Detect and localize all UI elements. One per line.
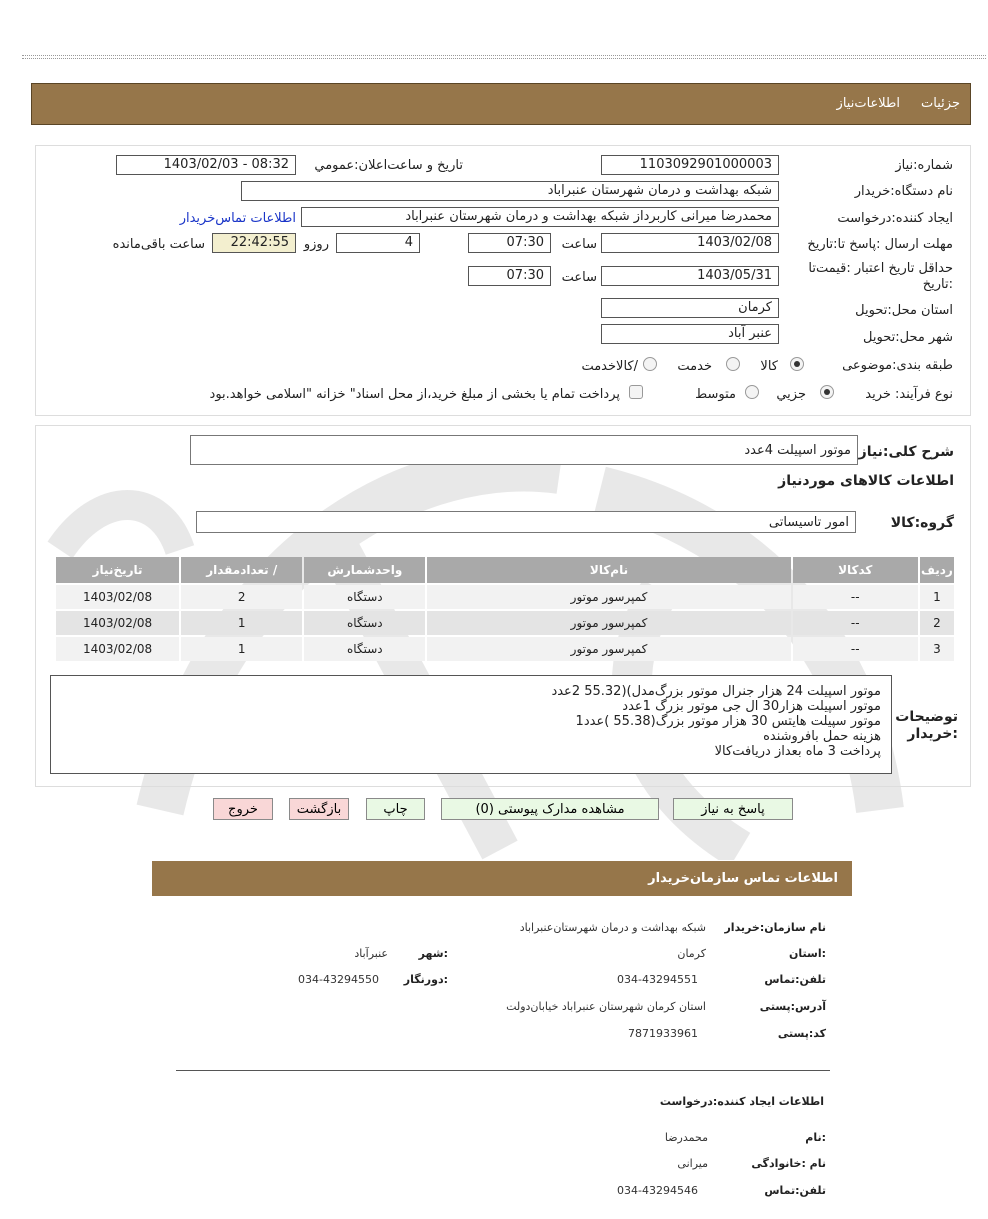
validity-date-field: 1403/05/31 [601, 266, 779, 286]
deadline-time-label: ساعت [561, 237, 597, 252]
cell-quantity: 2 [181, 585, 302, 609]
contact-header-bar [152, 861, 852, 896]
creator-info-title: اطلاعات ایجاد کننده:درخواست [659, 1095, 824, 1108]
validity-time-field: 07:30 [468, 266, 551, 286]
cell-need-date: 1403/02/08 [56, 611, 179, 635]
view-attachments-button[interactable]: مشاهده مدارک پیوستی (0) [441, 798, 659, 820]
contact-phone-label: تلفن:تماس [764, 973, 826, 986]
buyer-notes-box [50, 675, 892, 774]
treasury-payment-note: پرداخت تمام یا بخشی از مبلغ خرید،از محل اسناد" خزانه "اسلامی خواهد.بود [209, 387, 620, 402]
deadline-label: مهلت ارسال :پاسخ تا:تاریخ [807, 237, 953, 252]
creator-first-name-value: محمدرضا [664, 1131, 708, 1144]
buyer-note-line: هزینه حمل بافروشنده [763, 729, 881, 744]
cell-row-number: 3 [920, 637, 954, 661]
col-header-goods-code: کدکالا [793, 557, 918, 583]
cell-need-date: 1403/02/08 [56, 585, 179, 609]
need-description-label: شرح کلی:نیاز [858, 444, 954, 460]
cell-goods-name: کمپرسور موتور [427, 611, 790, 635]
cell-quantity: 1 [181, 637, 302, 661]
days-label: روزو [303, 237, 329, 252]
category-goods-label: کالا [760, 359, 778, 374]
contact-province-value: کرمان [677, 947, 706, 960]
col-header-row-number: ردیف [920, 557, 954, 583]
contact-city-label: :شهر [418, 947, 448, 960]
need-number-label: شماره:نیاز [895, 158, 953, 173]
goods-group-field: امور تاسیساتی [196, 511, 856, 533]
col-header-unit: واحدشمارش [304, 557, 425, 583]
org-name-label: نام سازمان:خریدار [724, 921, 826, 934]
deadline-time-field: 07:30 [468, 233, 551, 253]
print-button[interactable]: چاپ [366, 798, 425, 820]
creator-phone-value: 034-43294546 [617, 1184, 698, 1197]
announce-field: 1403/02/03 - 08:32 [116, 155, 296, 175]
cell-row-number: 1 [920, 585, 954, 609]
province-label: استان محل:تحویل [855, 303, 953, 318]
buyer-org-label: نام دستگاه:خریدار [854, 184, 953, 199]
col-header-need-date: تاریخ‌نیاز [56, 557, 179, 583]
cell-unit: دستگاه [304, 611, 425, 635]
creator-field: محمدرضا میرانی کاربرداز شبکه بهداشت و درمان شهرستان عنبراباد [301, 207, 779, 227]
contact-fax-value: 034-43294550 [298, 973, 379, 986]
creator-phone-label: تلفن:تماس [764, 1184, 826, 1197]
validity-time-label: ساعت [561, 270, 597, 285]
col-header-quantity: / تعدادمقدار [181, 557, 302, 583]
breadcrumb-details[interactable]: جزئيات [921, 96, 960, 111]
creator-last-name-label: نام :خانوادگی [751, 1157, 826, 1170]
process-label: نوع فرآیند: خرید [865, 387, 953, 402]
cell-unit: دستگاه [304, 585, 425, 609]
goods-info-title: اطلاعات کالاهای موردنیاز [778, 473, 954, 489]
treasury-payment-checkbox[interactable] [629, 385, 643, 399]
process-medium-label: متوسط [695, 387, 736, 402]
contact-phone-value: 034-43294551 [617, 973, 698, 986]
buyer-note-line: موتور سپیلت هایتس 30 هزار موتور بزرگ(55.38 )عدد1 [575, 714, 881, 729]
buyer-notes-label: توضیحات :خریدار [895, 709, 958, 742]
back-button[interactable]: بازگشت [289, 798, 349, 820]
category-goods-radio[interactable] [790, 357, 804, 371]
remaining-time-field: 22:42:55 [212, 233, 296, 253]
category-service-label: خدمت [677, 359, 712, 374]
contact-address-value: استان کرمان شهرستان عنبراباد خیابان‌دولت [506, 1000, 706, 1013]
contact-address-label: آدرس:پستی [759, 1000, 826, 1013]
goods-table [54, 555, 956, 663]
contact-province-label: :استان [789, 947, 826, 960]
city-label: شهر محل:تحویل [863, 330, 953, 345]
cell-row-number: 2 [920, 611, 954, 635]
buyer-note-line: موتور اسپیلت هزار30 ال جی موتور بزرگ 1عدد [622, 699, 881, 714]
table-header-row [56, 557, 954, 583]
cell-quantity: 1 [181, 611, 302, 635]
validity-label: حداقل تاریخ اعتبار :قیمت‌تا :تاریخ [808, 261, 953, 292]
category-service-radio[interactable] [726, 357, 740, 371]
exit-button[interactable]: خروج [213, 798, 273, 820]
category-both-label: /کالاخدمت [581, 359, 638, 374]
province-field: کرمان [601, 298, 779, 318]
announce-label: تاريخ و ساعت‌اعلان:عمومي [314, 158, 463, 173]
buyer-contact-link[interactable]: اطلاعات تماس‌خریدار [179, 211, 296, 226]
buyer-note-line: پرداخت 3 ماه بعداز دریافت‌کالا [714, 744, 881, 759]
process-partial-label: جزيي [776, 387, 806, 402]
contact-divider [176, 1070, 830, 1071]
cell-goods-code: -- [793, 637, 918, 661]
org-name-value: شبکه بهداشت و درمان شهرستان‌عنبراباد [519, 921, 706, 934]
cell-goods-code: -- [793, 611, 918, 635]
creator-label: ایجاد کننده:درخواست [837, 211, 953, 226]
cell-goods-code: -- [793, 585, 918, 609]
cell-need-date: 1403/02/08 [56, 637, 179, 661]
city-field: عنبر آباد [601, 324, 779, 344]
contact-fax-label: :دورنگار [403, 973, 448, 986]
process-partial-radio[interactable] [820, 385, 834, 399]
top-divider [22, 55, 986, 59]
page-header-bar [31, 83, 971, 125]
contact-header-title: اطلاعات تماس سازمان‌خریدار [648, 871, 838, 886]
breadcrumb-need-info[interactable]: اطلاعات‌نياز [836, 96, 900, 111]
contact-postal-value: 7871933961 [628, 1027, 698, 1040]
category-both-radio[interactable] [643, 357, 657, 371]
contact-city-value: عنبرآباد [354, 947, 388, 960]
need-number-field: 1103092901000003 [601, 155, 779, 175]
goods-group-label: گروه:کالا [890, 515, 954, 531]
buyer-org-field: شبکه بهداشت و درمان شهرستان عنبراباد [241, 181, 779, 201]
process-medium-radio[interactable] [745, 385, 759, 399]
deadline-date-field: 1403/02/08 [601, 233, 779, 253]
cell-unit: دستگاه [304, 637, 425, 661]
col-header-goods-name: نام‌کالا [427, 557, 790, 583]
remaining-label: ساعت باقی‌مانده [112, 237, 205, 252]
reply-button[interactable]: پاسخ به نیاز [673, 798, 793, 820]
days-field: 4 [336, 233, 420, 253]
buyer-note-line: موتور اسپیلت 24 هزار جنرال موتور بزرگ‌مدل)(55.32 2عدد [551, 684, 881, 699]
contact-postal-label: کد:پستی [777, 1027, 826, 1040]
need-description-field: موتور اسپیلت 4عدد [190, 435, 858, 465]
table-row [56, 611, 954, 635]
category-label: طبقه بندی:موضوعی [842, 358, 953, 373]
cell-goods-name: کمپرسور موتور [427, 585, 790, 609]
table-row [56, 585, 954, 609]
table-row [56, 637, 954, 661]
creator-last-name-value: میرانی [677, 1157, 708, 1170]
creator-first-name-label: :نام [805, 1131, 826, 1144]
cell-goods-name: کمپرسور موتور [427, 637, 790, 661]
